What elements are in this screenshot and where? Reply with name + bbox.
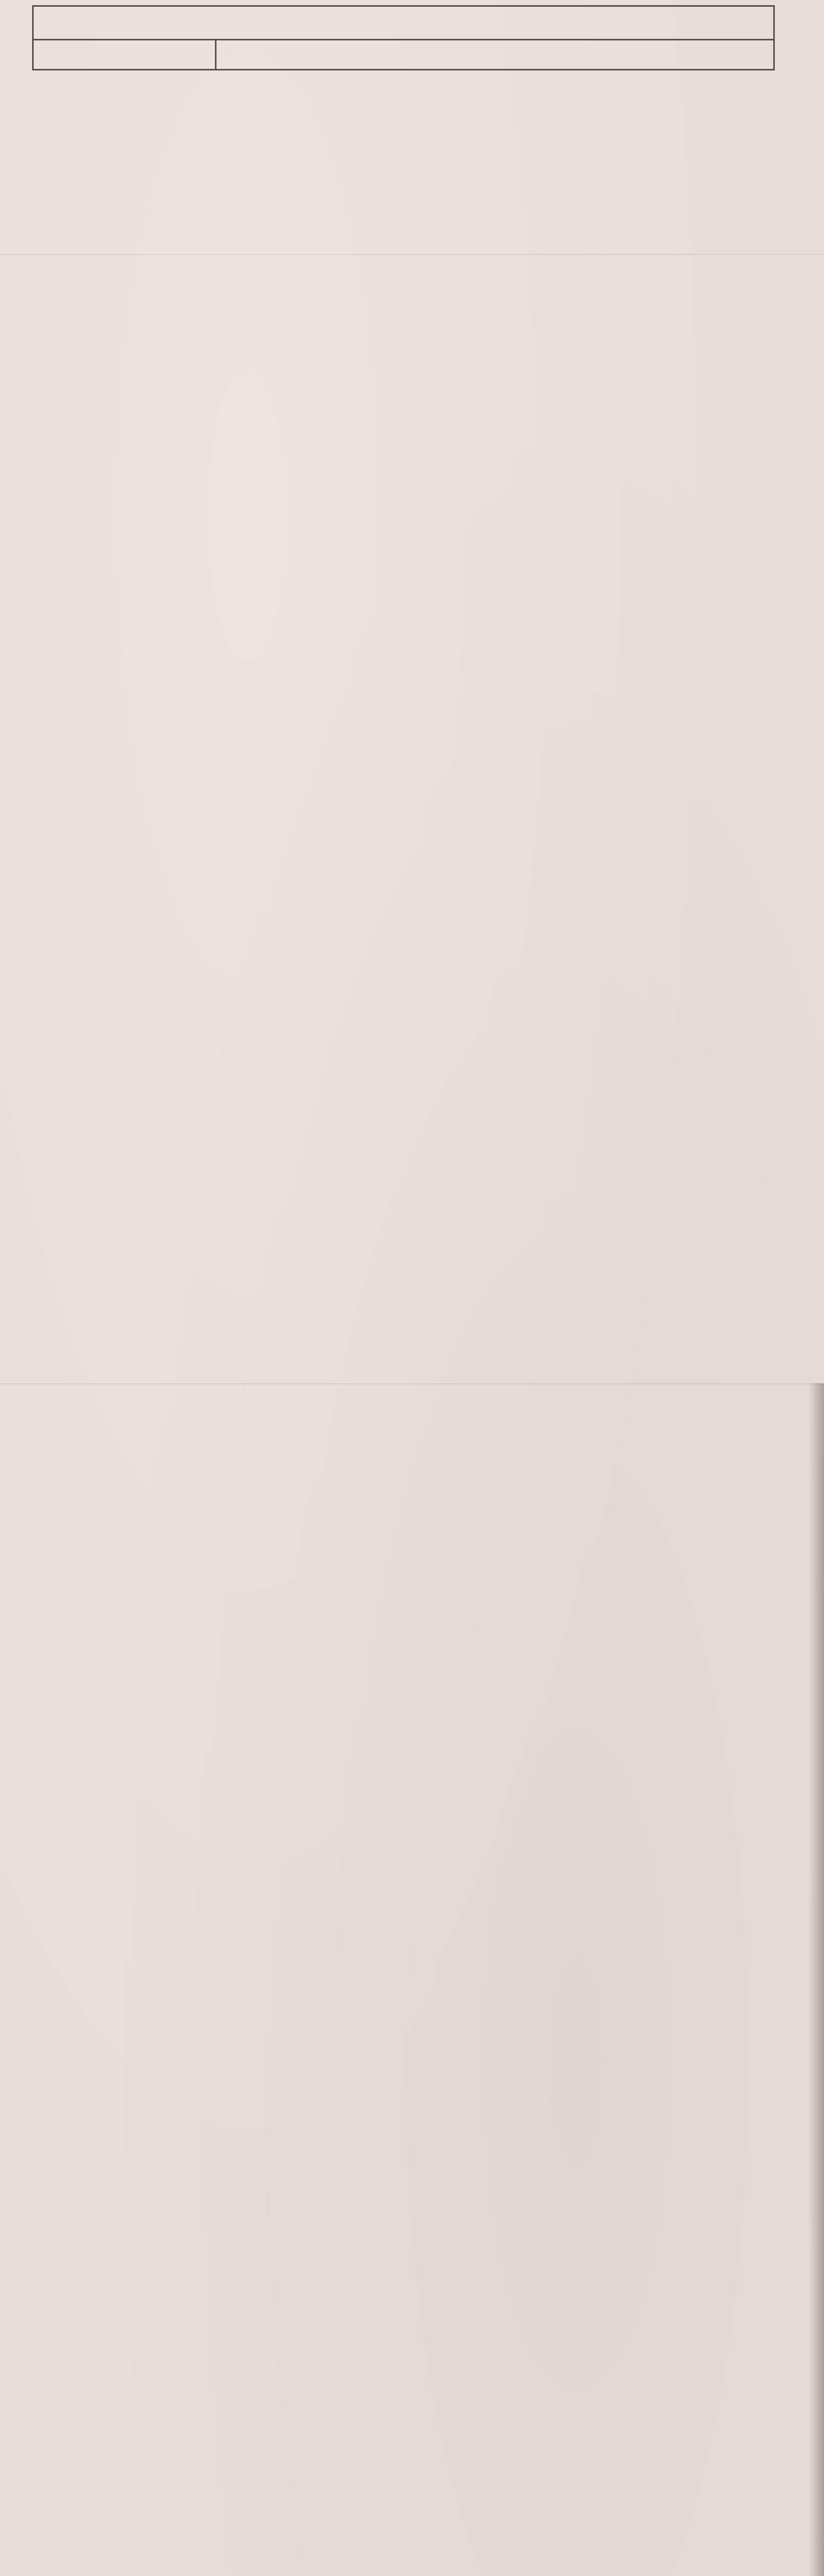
header-row-top <box>34 7 773 40</box>
exam-header-box <box>32 5 775 70</box>
header-divider <box>215 40 216 69</box>
q1-prompt <box>42 96 54 120</box>
page-edge-shadow <box>808 1383 824 2576</box>
scan-seam <box>0 254 824 255</box>
header-row-bottom <box>34 40 773 69</box>
scan-seam <box>0 1383 824 1384</box>
